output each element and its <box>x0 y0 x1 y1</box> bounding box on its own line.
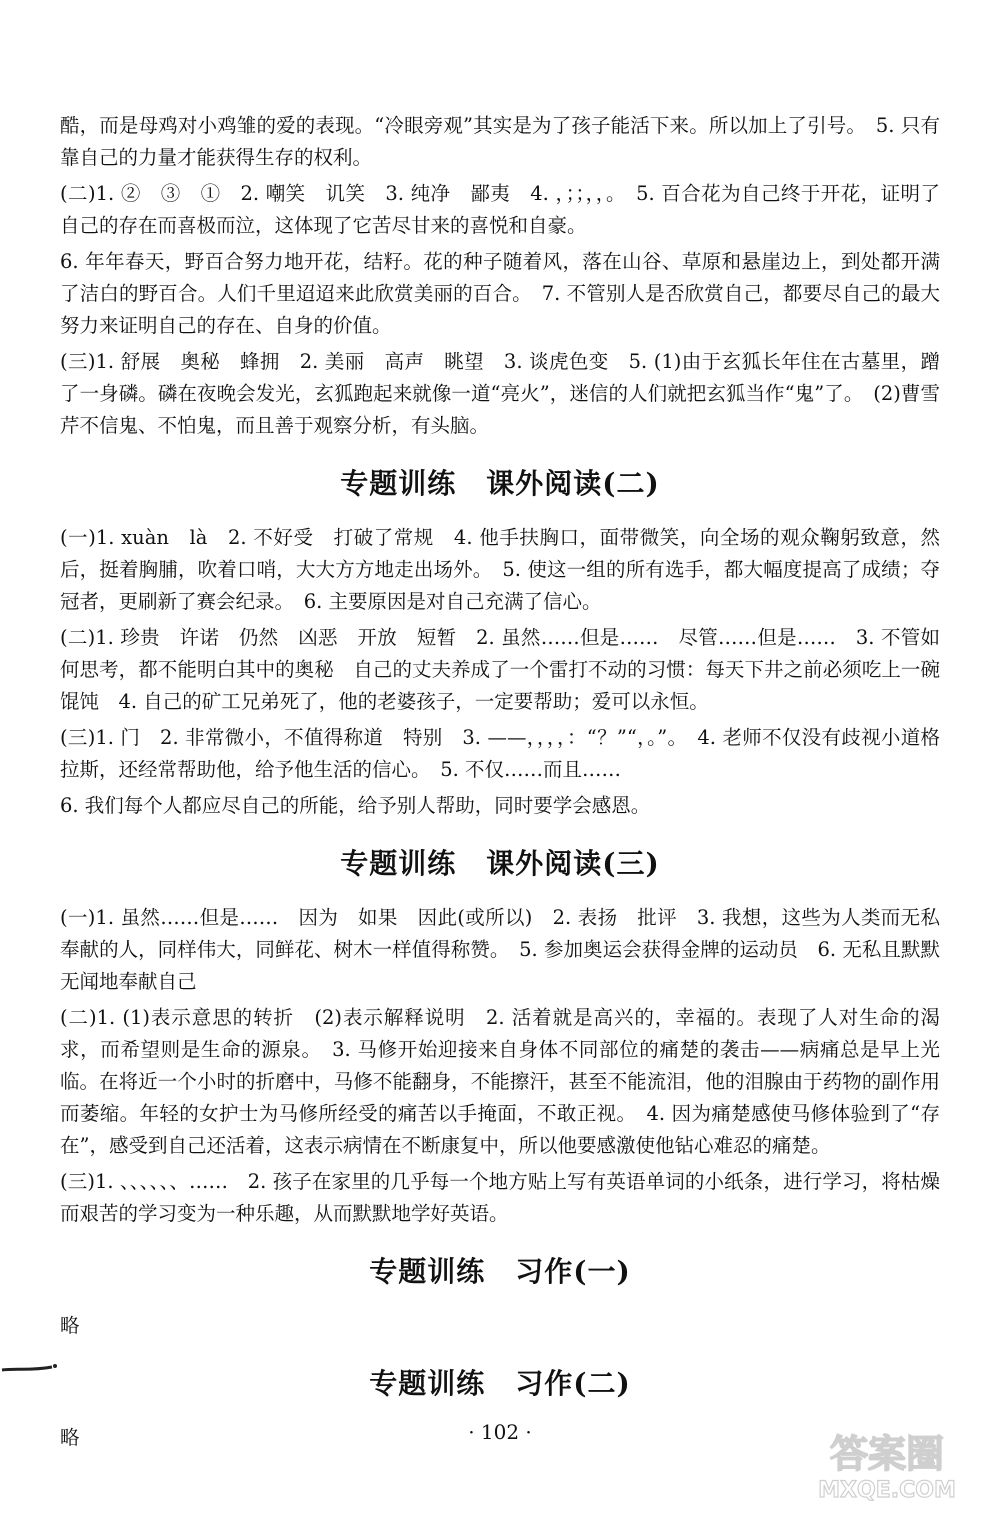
section-heading-left: 专题训练 <box>340 467 457 500</box>
answer-paragraph: (二)1. ② ③ ① 2. 嘲笑 讥笑 3. 纯净 鄙夷 4. ，；；，，。 5. 百合花为自己终于开花，证明了自己的存在而喜极而泣，这体现了它苦尽甘来的喜悦和自豪。 <box>60 182 940 237</box>
answer-page <box>60 110 940 1454</box>
section-heading-right: 习作(一) <box>515 1255 631 1288</box>
answer-paragraph: 6. 年年春天，野百合努力地开花，结籽。花的种子随着风，落在山谷、草原和悬崖边上，到处都开满了洁白的野百合。人们千里迢迢来此欣赏美丽的百合。 7. 不管别人是否欣赏自己，都要尽自己的最大努力来证明自己的存在、自身的价值。 <box>60 250 940 337</box>
answer-paragraph: (三)1. 、、、、、、…… 2. 孩子在家里的几乎每一个地方贴上写有英语单词的小纸条，进行学习，将枯燥而艰苦的学习变为一种乐趣，从而默默地学好英语。 <box>60 1170 940 1225</box>
watermark-title: 答案圈 <box>829 1432 945 1476</box>
answer-paragraph: (三)1. 舒展 奥秘 蜂拥 2. 美丽 高声 眺望 3. 谈虎色变 5. (1)由于玄狐长年住在古墓里，蹭了一身磷。磷在夜晚会发光，玄狐跑起来就像一道“亮火”，迷信的人们就把玄狐当作“鬼”了。 (2)曹雪芹不信鬼、不怕鬼，而且善于观察分析，有头脑。 <box>60 350 940 437</box>
answer-paragraph: (一)1. 虽然……但是…… 因为 如果 因此(或所以) 2. 表扬 批评 3. 我想，这些为人类而无私奉献的人，同样伟大，同鲜花、树木一样值得称赞。 5. 参加奥运会获得金牌的运动员 6. 无私且默默无闻地奉献自己 <box>60 906 940 993</box>
omitted-answer: 略 <box>60 1314 80 1337</box>
answer-paragraph: (二)1. 珍贵 许诺 仍然 凶恶 开放 短暂 2. 虽然……但是…… 尽管……但是…… 3. 不管如何思考，都不能明白其中的奥秘 自己的丈夫养成了一个雷打不动的习惯：每天下井之前必须吃上一碗馄饨 4. 自己的矿工兄弟死了，他的老婆孩子，一定要帮助；爱可以永恒。 <box>60 626 940 713</box>
watermark-logo <box>802 1425 972 1503</box>
watermark-url: MXQE.COM <box>818 1478 956 1503</box>
section-heading-right: 习作(二) <box>515 1367 631 1400</box>
section-heading-left: 专题训练 <box>369 1367 486 1400</box>
section-heading <box>60 464 940 504</box>
omitted-answer: 略 <box>60 1426 80 1449</box>
section-heading-right: 课外阅读(二) <box>486 467 660 500</box>
section-heading-left: 专题训练 <box>369 1255 486 1288</box>
section-heading-right: 课外阅读(三) <box>486 847 660 880</box>
section-heading <box>60 1252 940 1292</box>
answer-paragraph: 6. 我们每个人都应尽自己的所能，给予别人帮助，同时要学会感恩。 <box>60 794 651 817</box>
section-heading-left: 专题训练 <box>340 847 457 880</box>
section-heading <box>60 844 940 884</box>
page-number: · 102 · <box>468 1420 532 1444</box>
pen-mark <box>0 1362 60 1376</box>
section-heading <box>60 1364 940 1404</box>
answer-paragraph: 酷，而是母鸡对小鸡雏的爱的表现。“冷眼旁观”其实是为了孩子能活下来。所以加上了引号。 5. 只有靠自己的力量才能获得生存的权利。 <box>60 114 940 169</box>
answer-paragraph: (一)1. xuàn là 2. 不好受 打破了常规 4. 他手扶胸口，面带微笑，向全场的观众鞠躬致意，然后，挺着胸脯，吹着口哨，大大方方地走出场外。 5. 使这一组的所有选手，都大幅度提高了成绩；夺冠者，更刷新了赛会纪录。 6. 主要原因是对自己充满了信心。 <box>60 526 940 613</box>
answer-paragraph: (三)1. 门 2. 非常微小，不值得称道 特别 3. ——，，，，：“？”“，。”。 4. 老师不仅没有歧视小道格拉斯，还经常帮助他，给予他生活的信心。 5. 不仅……而且…… <box>60 726 940 781</box>
answer-paragraph: (二)1. (1)表示意思的转折 (2)表示解释说明 2. 活着就是高兴的，幸福的。表现了人对生命的渴求，而希望则是生命的源泉。 3. 马修开始迎接来自身体不同部位的痛楚的袭击——病痛总是早上光临。在将近一个小时的折磨中，马修不能翻身，不能擦汗，甚至不能流泪，他的泪腺由于药物的副作用而萎缩。年轻的女护士为马修所经受的痛苦以手掩面，不敢正视。 4. 因为痛楚感使马修体验到了“存在”，感受到自己还活着，这表示病情在不断康复中，所以他要感激使他钻心难忍的痛楚。 <box>60 1006 940 1157</box>
